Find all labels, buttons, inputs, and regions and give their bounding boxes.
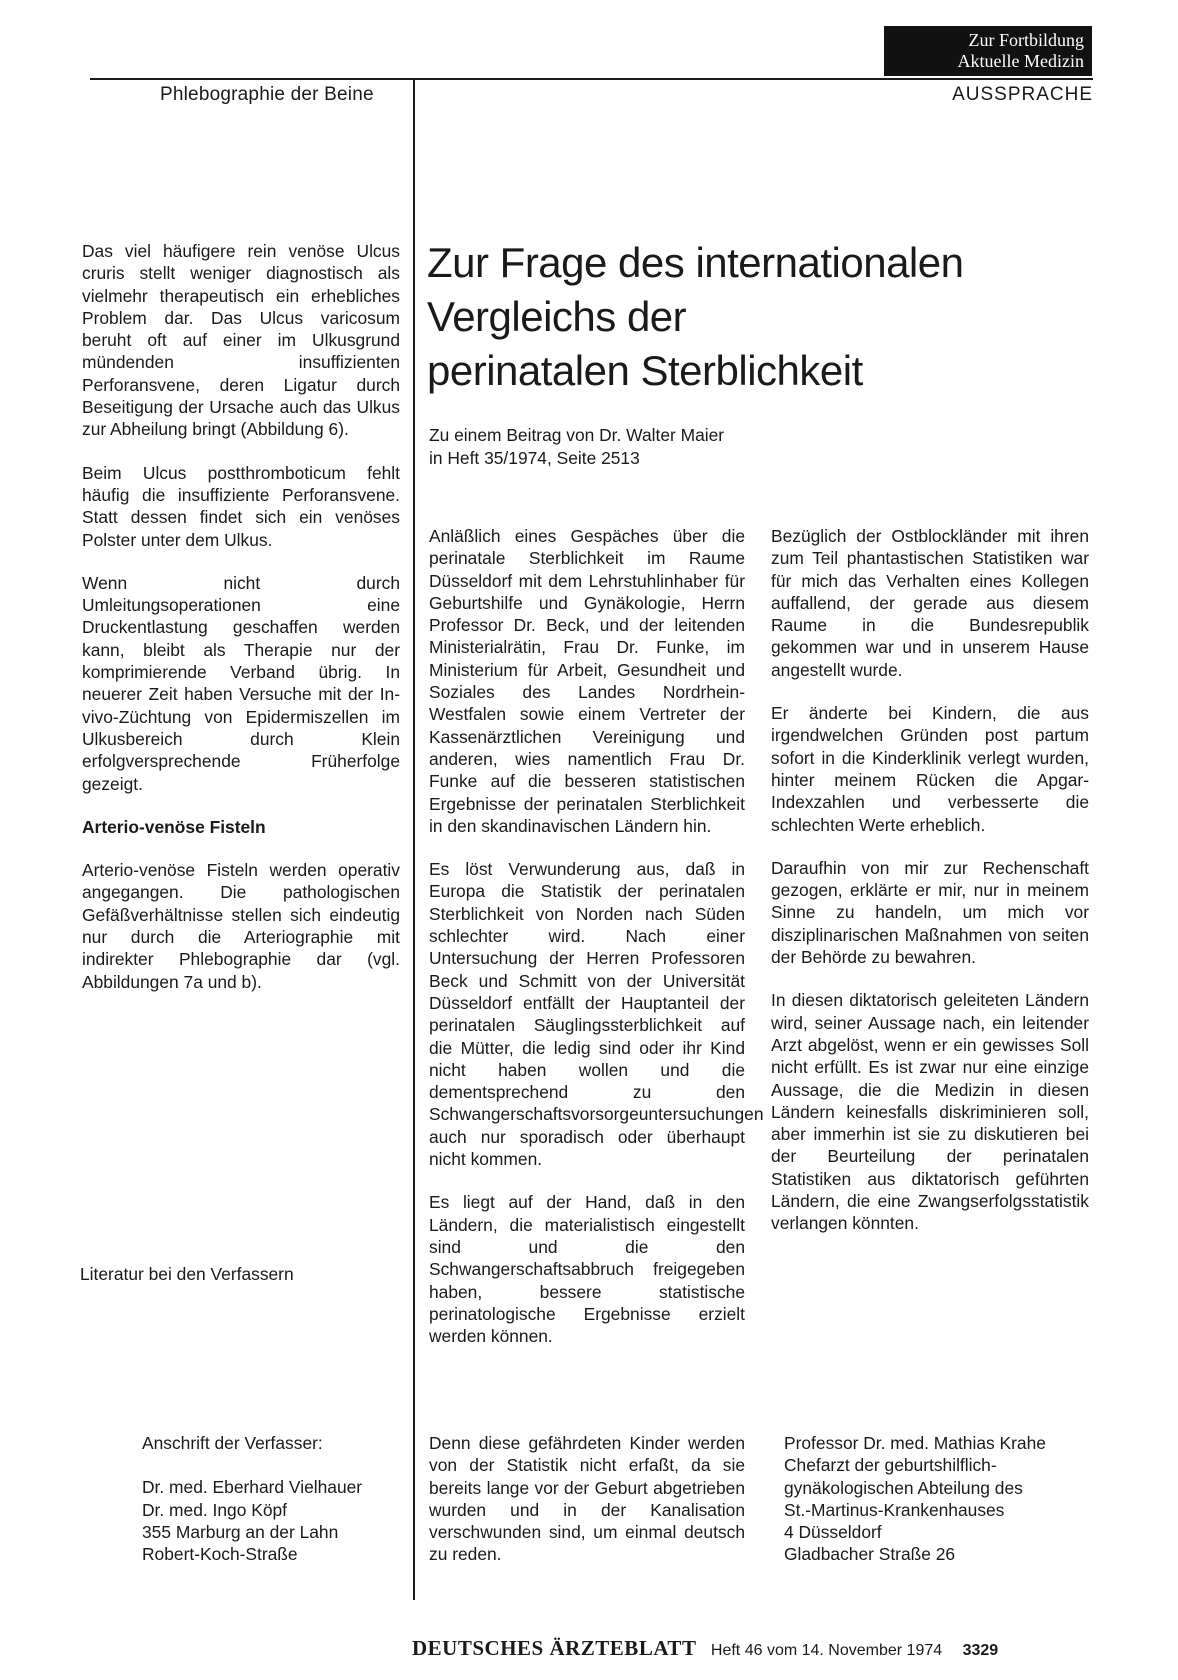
- paragraph: Beim Ulcus postthromboticum fehlt häufig die insuffiziente Perforansvene. Statt dessen findet sich ein venöses Polster unter dem Ulkus.: [82, 462, 400, 550]
- author-line: Gladbacher Straße 26: [784, 1544, 956, 1565]
- paragraph: Anläßlich eines Gespäches über die perinatale Sterblichkeit im Raume Düsseldorf mit dem Lehrstuhlinhaber für Geburtshilfe und Gynäkologie, Herrn Professor Dr. Beck, und der leitenden Ministerialrätin, Frau Dr. Funke, im Ministerium für Arbeit, Gesundheit und Soziales des Landes Nordrhein-Westfalen sowie einem Vertreter der Kassenärztlichen Vereinigung und anderen, wies namentlich Frau Dr. Funke auf die besseren statistischen Ergebnisse der perinatalen Sterblichkeit in den skandinavischen Ländern hin.: [429, 526, 745, 836]
- subtitle-line: in Heft 35/1974, Seite 2513: [429, 448, 640, 468]
- title-line: perinatalen Sterblichkeit: [427, 347, 863, 394]
- author-line: Professor Dr. med. Mathias Krahe: [784, 1433, 1046, 1453]
- middle-column: [429, 525, 764, 1368]
- page-footer: [412, 1636, 998, 1661]
- address-line: Dr. med. Eberhard Vielhauer: [142, 1477, 363, 1498]
- running-header-right: AUSSPRACHE: [952, 84, 1093, 105]
- paragraph: Es löst Verwunderung aus, daß in Europa die Statistik der perinatalen Sterblichkeit von Norden nach Süden schlechter wird. Nach einer Untersuchung der Herren Professoren Beck und Schmitt von der Universität Düsseldorf entfällt der Hauptanteil der perinatalen Säuglingssterblichkeit auf die Mütter, die ledig sind oder ihr Kind nicht haben wollen und die dementsprechend zu den Schwangerschaftsvorsorgeuntersuchungen auch nur sporadisch oder überhaupt nicht kommen.: [429, 859, 764, 1170]
- paragraph: Das viel häufigere rein venöse Ulcus cruris stellt weniger diagnostisch als vielmehr therapeutisch ein erhebliches Problem dar. Das Ulcus varicosum beruht oft auf einer im Ulkusgrund mündenden insuffizienten Perforansvene, deren Ligatur durch Beseitigung der Ursache auch das Ulkus zur Abheilung bringt (Abbildung 6).: [82, 241, 400, 440]
- running-header-left: Phlebographie der Beine: [160, 84, 374, 105]
- subtitle-line: Zu einem Beitrag von Dr. Walter Maier: [429, 425, 725, 445]
- title-line: Vergleichs der: [427, 293, 687, 340]
- middle-column-closing-paragraph: Denn diese gefährdeten Kinder werden von der Statistik nicht erfaßt, da sie bereits lange vor der Geburt abgetrieben wurden und in der Kanalisation verschwunden sind, um einmal deutsch zu reden.: [429, 1433, 745, 1565]
- subheading: Arterio-venöse Fisteln: [82, 816, 266, 837]
- paragraph: Er änderte bei Kindern, die aus irgendwelchen Gründen post partum sofort in die Kinderklinik verlegt wurden, hinter meinem Rücken die Apgar-Indexzahlen und verbesserte die schlechten Werte erheblich.: [771, 703, 1089, 835]
- column-divider: [413, 80, 415, 1600]
- address-line: 355 Marburg an der Lahn: [142, 1521, 339, 1542]
- issue-info: Heft 46 vom 14. November 1974: [710, 1642, 943, 1659]
- authors-address: [142, 1432, 362, 1565]
- badge-line-1: Zur Fortbildung: [968, 30, 1084, 50]
- paragraph: Wenn nicht durch Umleitungsoperationen eine Druckentlastung geschaffen werden kann, bleibt als Therapie nur der komprimierende Verband übrig. In neuerer Zeit haben Versuche mit der In-vivo-Züchtung von Epidermiszellen im Ulkusbereich durch Klein erfolgversprechende Früherfolge gezeigt.: [82, 572, 400, 794]
- journal-name: DEUTSCHES ÄRZTEBLATT: [412, 1636, 697, 1660]
- author-line: gynäkologischen Abteilung des: [784, 1477, 1023, 1498]
- author-line: Chefarzt der geburtshilflich-: [784, 1455, 997, 1476]
- paragraph: Bezüglich der Ostblockländer mit ihren zum Teil phantastischen Statistiken war für mich das Verhalten eines Kollegen auffallend, der gerade aus diesem Raume in die Bundesrepublik gekommen war und in unserem Hause angestellt wurde.: [771, 526, 1089, 680]
- left-column: [82, 240, 400, 1014]
- title-line: Zur Frage des internationalen: [427, 239, 964, 286]
- page-number: 3329: [962, 1642, 999, 1659]
- article-title: [427, 236, 1067, 398]
- right-column: [771, 525, 1089, 1256]
- address-line: Robert-Koch-Straße: [142, 1544, 298, 1565]
- author-line: 4 Düsseldorf: [784, 1522, 882, 1543]
- literature-note: Literatur bei den Verfassern: [80, 1264, 294, 1284]
- author-signature: [784, 1432, 1046, 1566]
- address-label: Anschrift der Verfasser:: [142, 1433, 323, 1453]
- author-line: St.-Martinus-Krankenhauses: [784, 1499, 1005, 1520]
- paragraph: Es liegt auf der Hand, daß in den Ländern, die materialistisch eingestellt sind und die den Schwangerschaftsabbruch freigegeben haben, bessere statistische perinatologische Ergebnisse erzielt werden können.: [429, 1192, 745, 1347]
- paragraph: Daraufhin von mir zur Rechenschaft gezogen, erklärte er mir, nur in meinem Sinne zu handeln, um mich vor disziplinarischen Maßnahmen von seiten der Behörde zu bewahren.: [771, 857, 1089, 968]
- header-rule: [90, 78, 1093, 80]
- address-line: Dr. med. Ingo Köpf: [142, 1499, 288, 1520]
- article-subtitle: [429, 424, 724, 470]
- paragraph: Arterio-venöse Fisteln werden operativ angegangen. Die pathologischen Gefäßverhältnisse stellen sich eindeutig nur durch die Arteriographie mit indirekter Phlebographie dar (vgl. Abbildungen 7a und b).: [82, 860, 400, 992]
- badge-line-2: Aktuelle Medizin: [957, 51, 1084, 71]
- section-badge: [884, 26, 1092, 76]
- paragraph: In diesen diktatorisch geleiteten Ländern wird, seiner Aussage nach, ein leitender Arzt abgelöst, wenn er ein gewisses Soll nicht erfüllt. Es ist zwar nur eine einzige Aussage, die die Medizin in diesen Ländern keinesfalls diskriminieren soll, aber immerhin ist sie zu diskutieren bei der Beurteilung der perinatalen Statistiken aus diktatorisch geführten Ländern, die eine Zwangserfolgsstatistik verlangen könnten.: [771, 990, 1089, 1234]
